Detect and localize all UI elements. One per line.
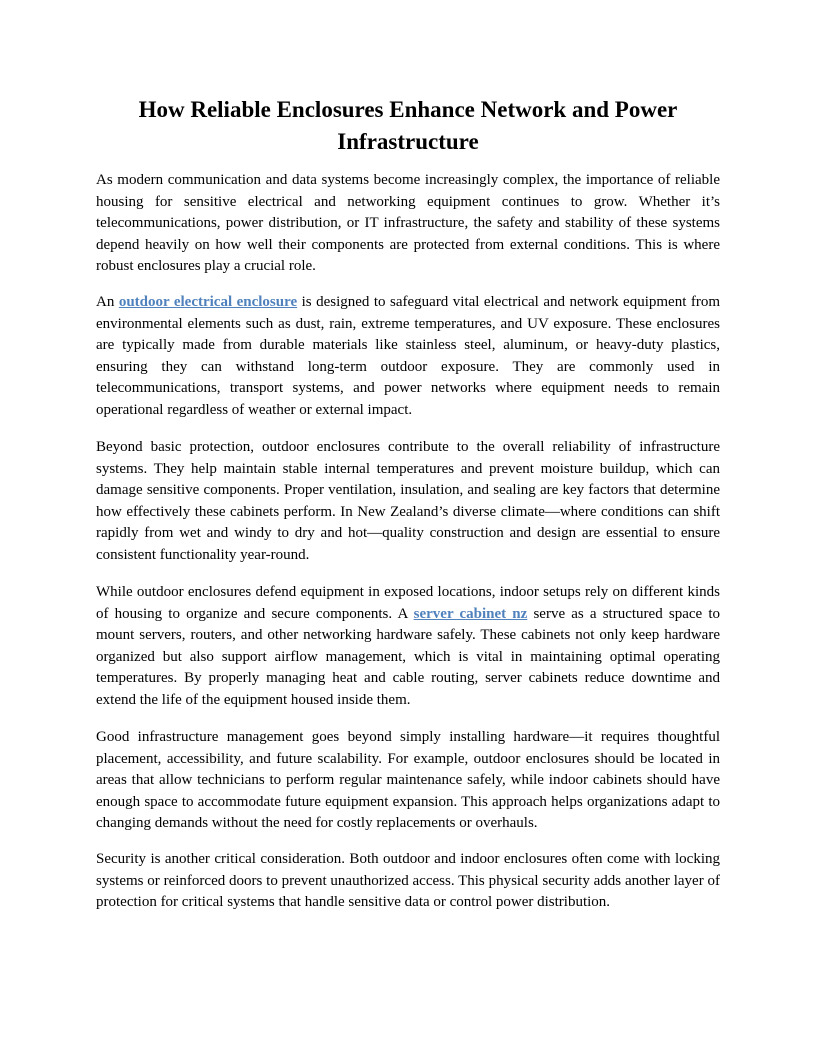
paragraph-outdoor-enclosure xyxy=(96,292,720,422)
paragraph-management: Good infrastructure management goes beyond simply installing hardware—it requires thoughtful placement, accessibility, and future scalability. For example, outdoor enclosures should be located in areas that allow technicians to perform regular maintenance safely, while indoor cabinets should have enough space to accommodate future equipment expansion. This approach helps organizations adapt to changing demands without the need for costly replacements or overhauls. xyxy=(96,729,720,832)
page-title: How Reliable Enclosures Enhance Network and Power Infrastructure xyxy=(138,97,678,154)
paragraph-text: While outdoor enclosures defend equipment in exposed locations, indoor setups rely on different kinds of housing to organize and secure components. A xyxy=(96,584,720,622)
paragraph-text: serve as a structured space to mount servers, routers, and other networking hardware safely. These cabinets not only keep hardware organized but also support airflow management, which is vital in maintaining optimal operating temperatures. By properly managing heat and cable routing, server cabinets reduce downtime and extend the life of the equipment housed inside them. xyxy=(96,605,720,708)
paragraph-reliability: Beyond basic protection, outdoor enclosures contribute to the overall reliability of infrastructure systems. They help maintain stable internal temperatures and prevent moisture buildup, which can damage sensitive components. Proper ventilation, insulation, and sealing are key factors that determine how effectively these cabinets perform. In New Zealand’s diverse climate—where conditions can shift rapidly from wet and windy to dry and hot—quality construction and design are essential to ensure consistent functionality year-round. xyxy=(96,439,720,563)
paragraph-server-cabinet xyxy=(96,582,720,712)
paragraph-text: An xyxy=(96,294,119,310)
server-cabinet-nz-link[interactable]: server cabinet nz xyxy=(413,605,528,622)
outdoor-electrical-enclosure-link[interactable]: outdoor electrical enclosure xyxy=(118,294,298,310)
paragraph-intro: As modern communication and data systems become increasingly complex, the importance of reliable housing for sensitive electrical and networking equipment continues to grow. Whether it’s telecommunications, power distribution, or IT infrastructure, the safety and stability of these systems depend heavily on how well their components are protected from external conditions. This is where robust enclosures play a crucial role. xyxy=(96,172,720,275)
paragraph-text: is designed to safeguard vital electrical and network equipment from environmental elements such as dust, rain, extreme temperatures, and UV exposure. These enclosures are typically made from durable materials like stainless steel, aluminum, or heavy-duty plastics, ensuring they can withstand long-term outdoor exposure. They are commonly used in telecommunications, transport systems, and power networks where equipment needs to remain operational regardless of weather or external impact. xyxy=(96,294,721,418)
paragraph-security: Security is another critical consideration. Both outdoor and indoor enclosures often come with locking systems or reinforced doors to prevent unauthorized access. This physical security adds another layer of protection for critical systems that handle sensitive data or control power distribution. xyxy=(96,851,720,911)
